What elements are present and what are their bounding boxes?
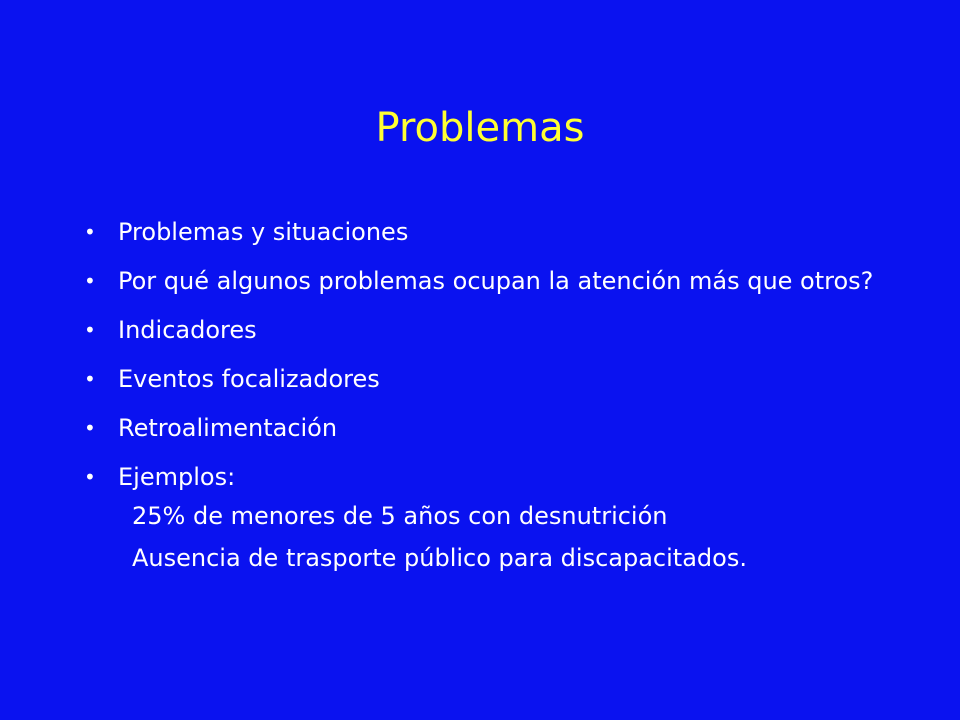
bullet-icon: • [84, 416, 96, 440]
bullet-item [82, 316, 882, 345]
bullet-icon: • [84, 318, 96, 342]
bullet-text: Problemas y situaciones [118, 218, 409, 246]
bullet-icon: • [84, 220, 96, 244]
bullet-item [82, 218, 882, 247]
bullet-text: Eventos focalizadores [118, 365, 380, 393]
bullet-text: Por qué algunos problemas ocupan la atención más que otros? [118, 267, 874, 295]
slide-title: Problemas [375, 105, 585, 151]
example-item: 25% de menores de 5 años con desnutrición [132, 502, 668, 530]
bullet-item [82, 463, 882, 492]
bullet-item [82, 365, 882, 394]
bullet-icon: • [84, 269, 96, 293]
bullet-text: Indicadores [118, 316, 257, 344]
bullet-icon: • [84, 465, 96, 489]
bullet-icon: • [84, 367, 96, 391]
bullet-list [82, 218, 882, 586]
example-item: Ausencia de trasporte público para discapacitados. [132, 544, 747, 572]
bullet-item [82, 414, 882, 443]
bullet-item [82, 267, 882, 296]
examples-list [82, 502, 882, 573]
bullet-text: Ejemplos: [118, 463, 236, 491]
bullet-text: Retroalimentación [118, 414, 338, 442]
